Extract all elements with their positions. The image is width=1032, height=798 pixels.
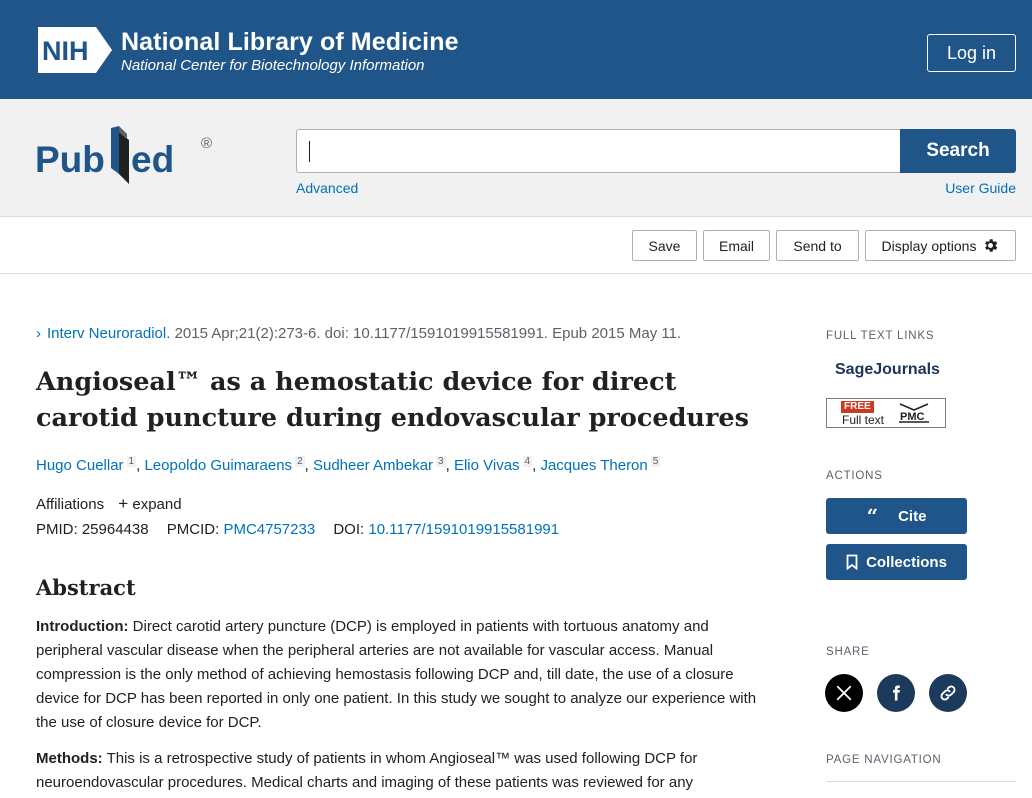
pmc-full-text-label: Full text	[842, 413, 885, 427]
x-logo-icon	[835, 684, 853, 702]
pmcid-link[interactable]: PMC4757233	[223, 521, 316, 538]
facebook-icon	[887, 684, 905, 702]
sage-journals-label: SageJournals	[835, 361, 940, 378]
author-link[interactable]: Leopoldo Guimaraens	[144, 457, 293, 474]
user-guide-link[interactable]: User Guide	[945, 180, 1016, 196]
pmc-free-badge: FREE	[841, 401, 874, 413]
svg-text:®: ®	[201, 135, 213, 152]
pmid-label: PMID:	[36, 521, 78, 538]
abstract-methods	[36, 747, 766, 795]
doi-label: DOI:	[333, 521, 365, 538]
collections-button[interactable]	[826, 544, 967, 580]
cite-button[interactable]	[826, 498, 967, 534]
identifiers-row	[36, 521, 559, 538]
cite-label: Cite	[898, 507, 927, 525]
share-x-button[interactable]	[825, 674, 863, 712]
text-caret	[309, 141, 310, 162]
affiliation-ref[interactable]: 2	[297, 456, 303, 467]
methods-label: Methods:	[36, 750, 103, 767]
advanced-search-link[interactable]: Advanced	[296, 180, 359, 196]
author-link[interactable]: Elio Vivas	[453, 457, 520, 474]
send-to-button[interactable]: Send to	[776, 230, 859, 261]
methods-text: This is a retrospective study of patients in whom Angioseal™ was used following DCP for neuroendovascular procedures. Medical charts and imaging of these patients was reviewed for any	[36, 750, 698, 791]
pubmed-logo[interactable]	[35, 124, 217, 186]
affiliation-ref[interactable]: 3	[438, 456, 444, 467]
pmid-value: 25964438	[81, 521, 149, 538]
abstract-introduction	[36, 615, 766, 735]
author-link[interactable]: Sudheer Ambekar	[312, 457, 434, 474]
plus-icon[interactable]: +	[118, 494, 129, 513]
journal-citation	[36, 325, 681, 342]
journal-link[interactable]: Interv Neuroradiol.	[47, 325, 171, 342]
full-text-links-heading: FULL TEXT LINKS	[826, 330, 935, 342]
actions-heading: ACTIONS	[826, 470, 883, 482]
share-facebook-button[interactable]	[877, 674, 915, 712]
copy-link-button[interactable]	[929, 674, 967, 712]
nih-logo[interactable]	[36, 25, 114, 75]
author-link[interactable]: Hugo Cuellar	[36, 457, 124, 474]
collections-label: Collections	[866, 553, 947, 571]
page-navigation-heading: PAGE NAVIGATION	[826, 754, 942, 766]
introduction-label: Introduction:	[36, 618, 129, 635]
display-options-button[interactable]	[865, 230, 1016, 261]
affiliations-row	[36, 494, 182, 514]
article-title: Angioseal™ as a hemostatic device for direct carotid puncture during endovascular procedures	[36, 367, 749, 433]
gear-icon	[982, 237, 999, 254]
divider	[826, 781, 1016, 782]
svg-text:Pub: Pub	[35, 139, 105, 180]
display-options-label: Display options	[881, 237, 977, 254]
affiliation-ref[interactable]: 4	[524, 456, 531, 467]
citation-details: 2015 Apr;21(2):273-6. doi: 10.1177/1591019915581991. Epub 2015 May 11.	[174, 325, 682, 342]
svg-text:PMC: PMC	[900, 411, 925, 423]
chevron-right-icon: ›	[36, 325, 41, 342]
share-heading: SHARE	[826, 646, 870, 658]
author-link[interactable]: Jacques Theron	[540, 457, 648, 474]
login-button[interactable]: Log in	[927, 34, 1016, 72]
affiliation-ref[interactable]: 1	[128, 456, 135, 467]
doi-link[interactable]: 10.1177/1591019915581991	[368, 521, 560, 538]
nih-subtitle: National Center for Biotechnology Information	[121, 57, 425, 74]
pmc-logo	[896, 402, 932, 424]
search-input[interactable]	[296, 129, 900, 173]
sage-journals-link[interactable]	[835, 361, 940, 379]
affiliations-label: Affiliations	[36, 496, 105, 513]
quote-icon: “	[866, 504, 879, 528]
pmcid-label: PMCID:	[166, 521, 220, 538]
email-button[interactable]: Email	[703, 230, 770, 261]
save-button[interactable]: Save	[632, 230, 697, 261]
search-button[interactable]: Search	[900, 129, 1016, 173]
svg-text:ed: ed	[131, 139, 175, 180]
nih-title[interactable]: National Library of Medicine	[121, 28, 459, 56]
svg-text:NIH: NIH	[42, 36, 89, 66]
author-list: Hugo Cuellar $^1$ , Leopoldo Guimaraens $^2$ , Sudheer Ambekar $^3$ , Elio Vivas $^4$ , Jacques Theron $^5$	[36, 456, 659, 474]
link-icon	[938, 683, 958, 703]
expand-affiliations-button[interactable]: expand	[132, 496, 182, 513]
introduction-text: Direct carotid artery puncture (DCP) is employed in patients with tortuous anatomy and peripheral vascular disease when the peripheral arteries are not available for vascular access. Manual compression is the only method of achieving hemostasis following DCP and, till date, the use of a closure device for DCP has been reported in only one patient. In this study we sought to analyze our experience with the use of closure device for DCP.	[36, 618, 757, 731]
bookmark-icon	[846, 554, 858, 570]
affiliation-ref[interactable]: 5	[652, 456, 659, 467]
abstract-heading: Abstract	[36, 575, 136, 600]
